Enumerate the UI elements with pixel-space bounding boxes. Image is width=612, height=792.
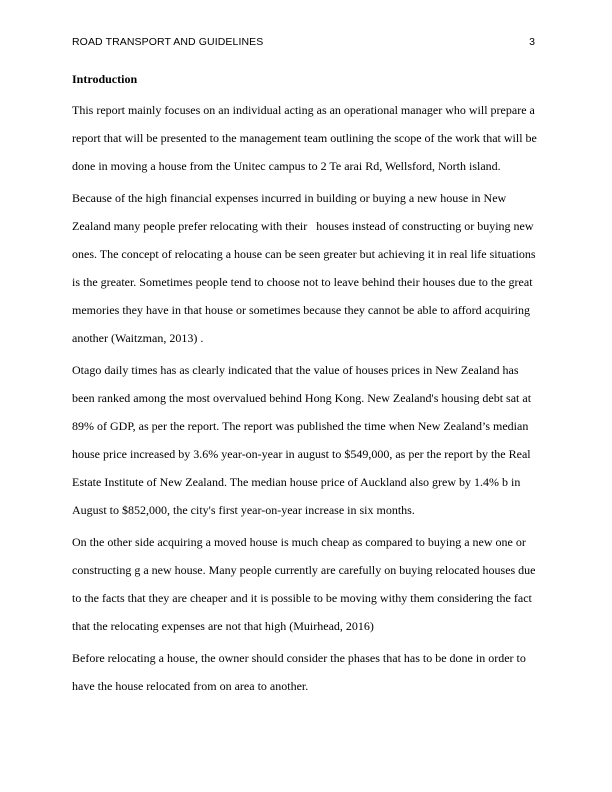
paragraph-line: report that will be presented to the management team outlining the scope of the work that will be: [72, 131, 537, 145]
paragraph-line: that the relocating expenses are not that high (Muirhead, 2016): [72, 619, 374, 633]
paragraph-2: [72, 184, 542, 352]
paragraph-line: ones. The concept of relocating a house can be seen greater but achieving it in real life situations: [72, 247, 536, 261]
paragraph-1: [72, 96, 542, 180]
paragraph-line: On the other side acquiring a moved house is much cheap as compared to buying a new one or: [72, 535, 526, 549]
paragraph-line: This report mainly focuses on an individual acting as an operational manager who will prepare a: [72, 103, 535, 117]
paragraph-3: [72, 356, 542, 524]
paragraph-5: [72, 644, 542, 700]
running-head: ROAD TRANSPORT AND GUIDELINES: [72, 36, 264, 48]
paragraph-line: to the facts that they are cheaper and it is possible to be moving withy them considering the fact: [72, 591, 532, 605]
paragraph-line: August to $852,000, the city's first year-on-year increase in six months.: [72, 503, 415, 517]
paragraph-line: have the house relocated from on area to another.: [72, 679, 309, 693]
document-body: [72, 70, 542, 704]
paragraph-line: Because of the high financial expenses incurred in building or buying a new house in New: [72, 191, 507, 205]
section-heading: Introduction: [72, 72, 138, 86]
paragraph-line: 89% of GDP, as per the report. The report was published the time when New Zealand’s median: [72, 419, 529, 433]
paragraph-line: done in moving a house from the Unitec campus to 2 Te arai Rd, Wellsford, North island.: [72, 159, 501, 173]
page-number: 3: [529, 36, 535, 48]
paragraph-line: constructing g a new house. Many people currently are carefully on buying relocated houses due: [72, 563, 536, 577]
paragraph-line: memories they have in that house or sometimes because they cannot be able to afford acquiring: [72, 303, 530, 317]
paragraph-line: house price increased by 3.6% year-on-year in august to $549,000, as per the report by the Real: [72, 447, 531, 461]
paragraph-line: Otago daily times has as clearly indicated that the value of houses prices in New Zealand has: [72, 363, 519, 377]
paragraph-line: is the greater. Sometimes people tend to choose not to leave behind their houses due to the great: [72, 275, 533, 289]
paragraph-4: [72, 528, 542, 640]
paragraph-line: Zealand many people prefer relocating with their houses instead of constructing or buying new: [72, 219, 534, 233]
paragraph-line: another (Waitzman, 2013) .: [72, 331, 204, 345]
paragraph-line: been ranked among the most overvalued behind Hong Kong. New Zealand's housing debt sat at: [72, 391, 532, 405]
paragraph-line: Estate Institute of New Zealand. The median house price of Auckland also grew by 1.4% b in: [72, 475, 521, 489]
paragraph-line: Before relocating a house, the owner should consider the phases that has to be done in order to: [72, 651, 526, 665]
